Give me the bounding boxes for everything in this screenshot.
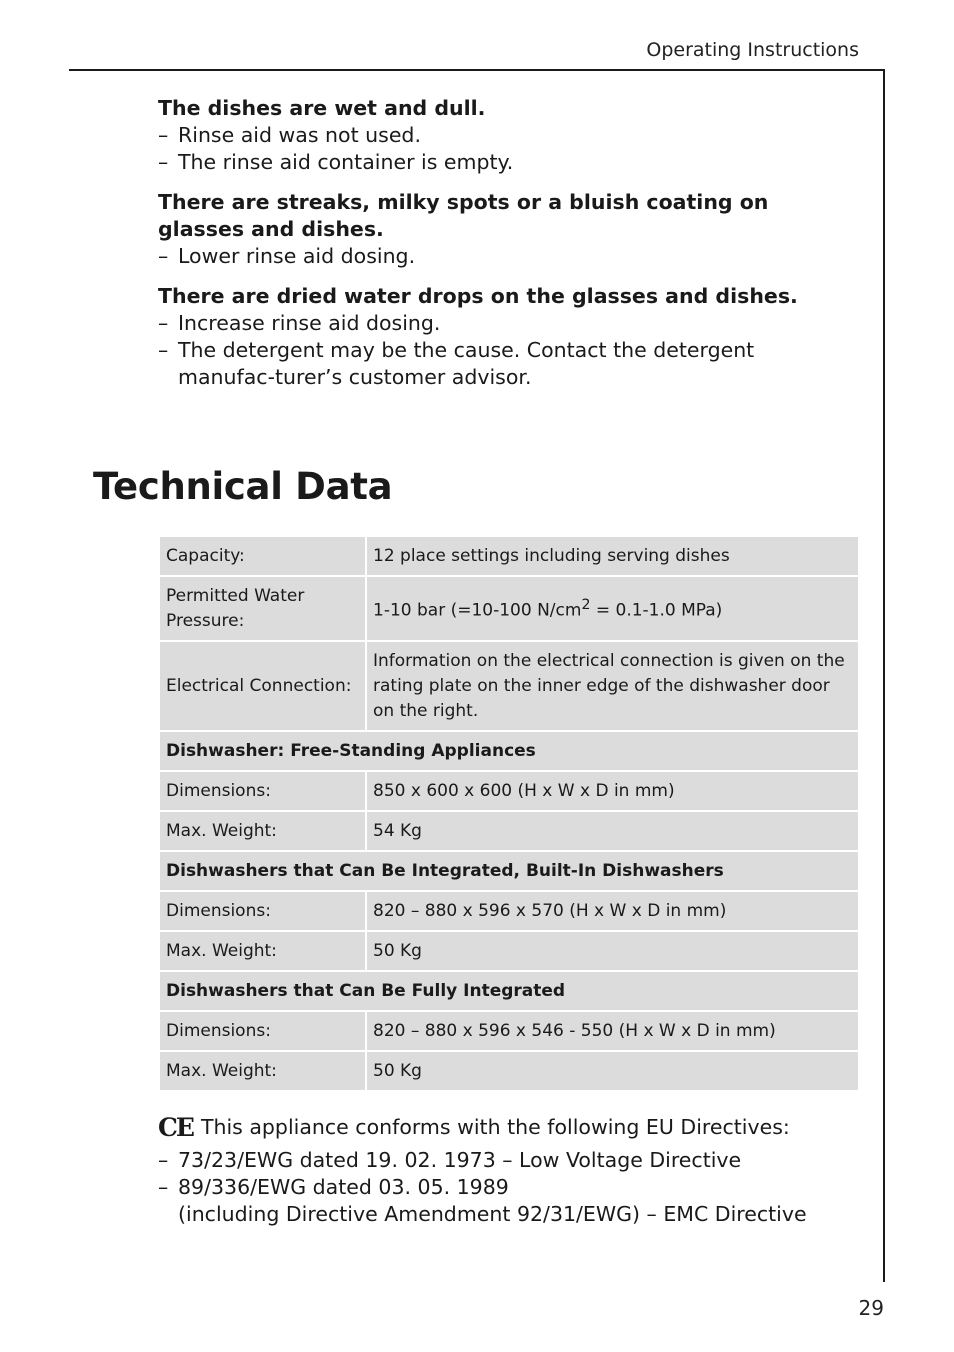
cause-text: Increase rinse aid dosing. — [178, 311, 441, 335]
cause-item: – Increase rinse aid dosing. — [158, 311, 441, 335]
row-value: Information on the electrical connection is given on the rating plate on the inner edge of the dishwasher door on the right. — [367, 642, 858, 730]
row-label: Electrical Connection: — [160, 642, 365, 730]
technical-data-table — [158, 535, 860, 1092]
row-label: Permitted Water Pressure: — [160, 577, 365, 640]
side-rule — [883, 69, 885, 1282]
table-row — [160, 537, 858, 575]
pressure-value-prefix: 1-10 bar (=10-100 N/cm — [373, 600, 582, 621]
cause-text: Lower rinse aid dosing. — [178, 244, 416, 268]
row-label: Max. Weight: — [160, 1052, 365, 1090]
troubleshooting-list — [158, 95, 848, 404]
row-value: 820 – 880 x 596 x 570 (H x W x D in mm) — [367, 892, 858, 930]
table-row — [160, 772, 858, 810]
cause-item: – Lower rinse aid dosing. — [158, 244, 416, 268]
problem-item — [158, 283, 848, 391]
group-heading-row — [160, 972, 858, 1010]
table-row — [160, 932, 858, 970]
group-heading: Dishwasher: Free-Standing Appliances — [160, 732, 858, 770]
page-number: 29 — [858, 1296, 884, 1320]
problem-item — [158, 95, 848, 176]
row-value: 820 – 880 x 596 x 546 - 550 (H x W x D in mm) — [367, 1012, 858, 1050]
directive-text: 89/336/EWG dated 03. 05. 1989 — [178, 1175, 509, 1199]
row-label: Max. Weight: — [160, 932, 365, 970]
pressure-value-sup: 2 — [581, 597, 591, 614]
pressure-value-suffix: = 0.1-1.0 MPa) — [590, 600, 723, 621]
problem-title: The dishes are wet and dull. — [158, 96, 486, 120]
section-title: Technical Data — [93, 465, 393, 508]
group-heading-row — [160, 732, 858, 770]
problem-item — [158, 189, 848, 270]
row-value: 850 x 600 x 600 (H x W x D in mm) — [367, 772, 858, 810]
table-row — [160, 812, 858, 850]
problem-title: There are streaks, milky spots or a bluish coating on glasses and dishes. — [158, 190, 769, 241]
cause-text: The rinse aid container is empty. — [178, 150, 514, 174]
problem-title: There are dried water drops on the glasses and dishes. — [158, 284, 798, 308]
ce-statement — [158, 1114, 858, 1141]
cause-text: Rinse aid was not used. — [178, 123, 421, 147]
row-label: Dimensions: — [160, 1012, 365, 1050]
row-value: 50 Kg — [367, 932, 858, 970]
table-row — [160, 642, 858, 730]
cause-item: – The rinse aid container is empty. — [158, 150, 514, 174]
directive-item: – 73/23/EWG dated 19. 02. 1973 – Low Voltage Directive — [158, 1148, 742, 1172]
cause-item: – The detergent may be the cause. Contact the detergent manufac-turer’s customer advisor. — [158, 338, 755, 389]
eu-directives — [158, 1114, 858, 1228]
table-row — [160, 1052, 858, 1090]
header-section-label: Operating Instructions — [646, 39, 859, 61]
table-row — [160, 892, 858, 930]
cause-item: – Rinse aid was not used. — [158, 123, 421, 147]
group-heading: Dishwashers that Can Be Integrated, Built-In Dishwashers — [160, 852, 858, 890]
row-label: Max. Weight: — [160, 812, 365, 850]
group-heading: Dishwashers that Can Be Fully Integrated — [160, 972, 858, 1010]
row-value: 50 Kg — [367, 1052, 858, 1090]
directive-text-continued: (including Directive Amendment 92/31/EWG) – EMC Directive — [178, 1202, 807, 1226]
group-heading-row — [160, 852, 858, 890]
directive-item: – 89/336/EWG dated 03. 05. 1989 (including Directive Amendment 92/31/EWG) – EMC Directive — [158, 1175, 807, 1226]
row-label: Dimensions: — [160, 892, 365, 930]
row-label: Dimensions: — [160, 772, 365, 810]
header-rule — [69, 69, 885, 71]
row-value: 12 place settings including serving dishes — [367, 537, 858, 575]
directive-text: 73/23/EWG dated 19. 02. 1973 – Low Voltage Directive — [178, 1148, 742, 1172]
ce-mark-icon: CE — [158, 1113, 193, 1142]
row-value: 54 Kg — [367, 812, 858, 850]
table-row — [160, 1012, 858, 1050]
table-row — [160, 577, 858, 640]
row-label: Capacity: — [160, 537, 365, 575]
cause-text: The detergent may be the cause. Contact the detergent manufac-turer’s customer advisor. — [178, 338, 755, 389]
directives-intro: This appliance conforms with the following EU Directives: — [200, 1115, 790, 1139]
row-value — [367, 577, 858, 640]
